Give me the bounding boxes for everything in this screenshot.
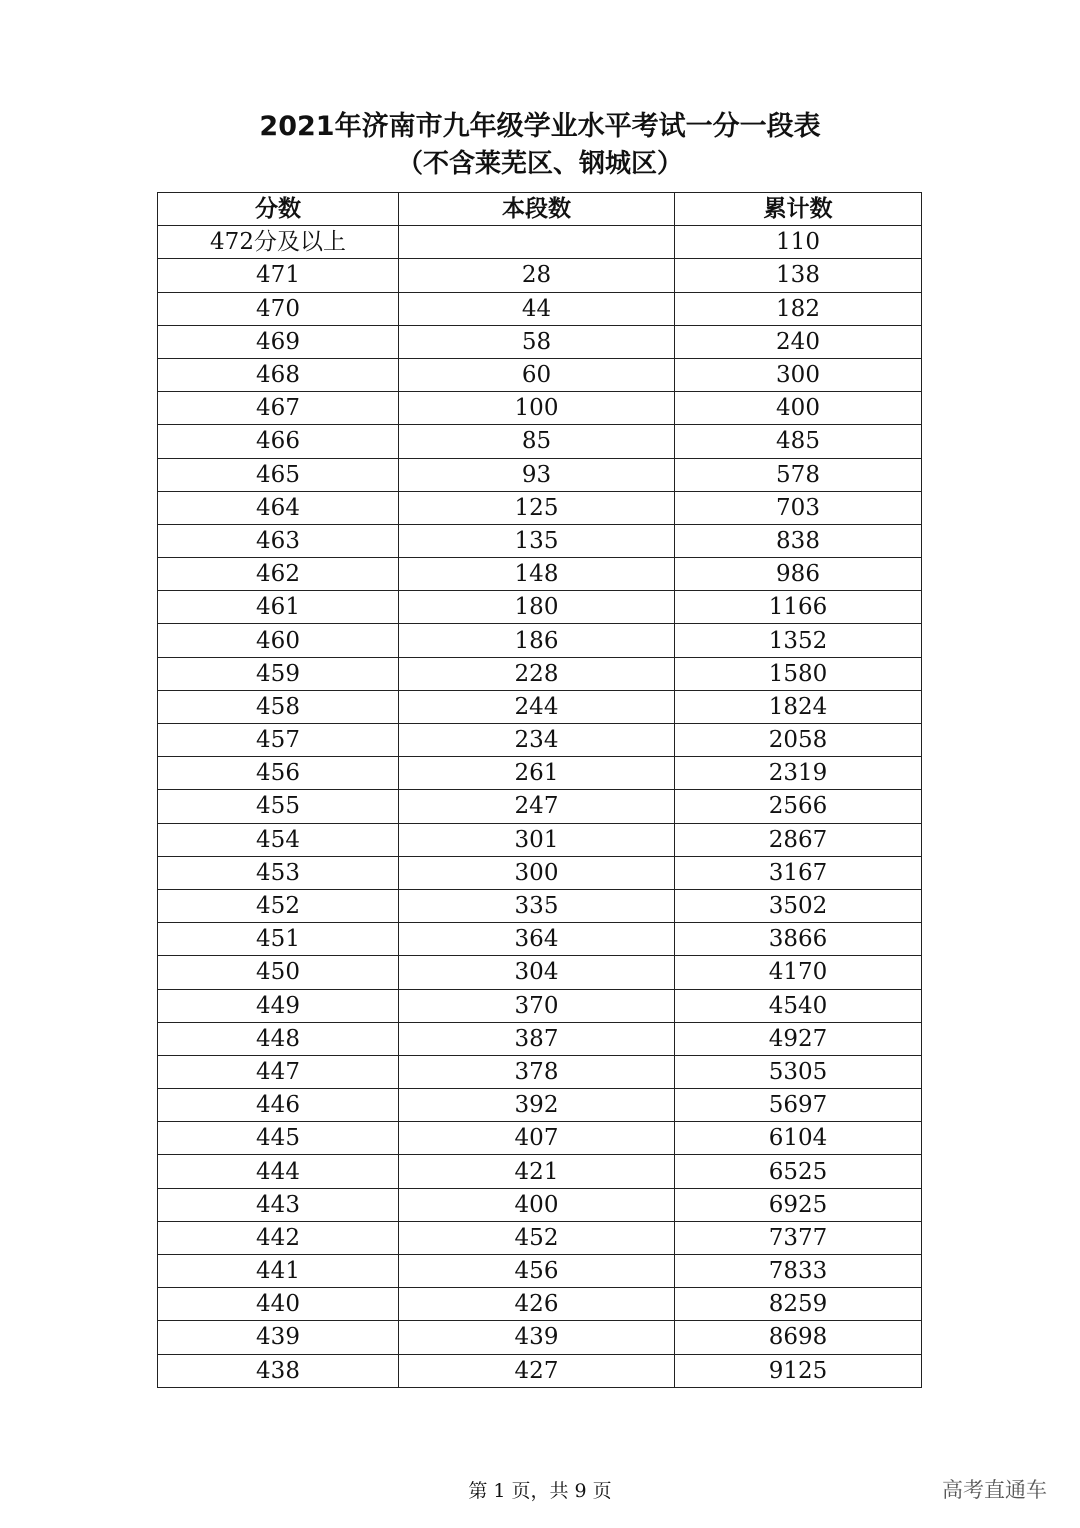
segment-count-cell: 335 — [399, 889, 675, 922]
page-title: 2021年济南市九年级学业水平考试一分一段表 — [259, 111, 821, 142]
score-cell: 466 — [158, 425, 399, 458]
segment-count-cell: 93 — [399, 458, 675, 491]
cumulative-count-cell: 6925 — [675, 1188, 922, 1221]
table-row — [158, 989, 922, 1022]
cumulative-count-cell: 1580 — [675, 657, 922, 690]
table-row — [158, 358, 922, 391]
score-cell: 470 — [158, 292, 399, 325]
score-cell: 446 — [158, 1089, 399, 1122]
score-cell: 468 — [158, 358, 399, 391]
cumulative-count-cell: 2058 — [675, 724, 922, 757]
score-cell: 452 — [158, 889, 399, 922]
score-cell: 455 — [158, 790, 399, 823]
segment-count-cell: 378 — [399, 1055, 675, 1088]
segment-count-cell: 304 — [399, 956, 675, 989]
score-cell: 449 — [158, 989, 399, 1022]
cumulative-count-cell: 5305 — [675, 1055, 922, 1088]
score-cell: 441 — [158, 1255, 399, 1288]
table-row — [158, 1354, 922, 1387]
segment-count-cell — [399, 226, 675, 259]
page-subtitle: （不含莱芜区、钢城区） — [396, 149, 683, 179]
score-cell: 451 — [158, 923, 399, 956]
cumulative-count-cell: 300 — [675, 358, 922, 391]
score-cell: 445 — [158, 1122, 399, 1155]
score-cell: 456 — [158, 757, 399, 790]
segment-count-cell: 261 — [399, 757, 675, 790]
cumulative-count-cell: 4927 — [675, 1022, 922, 1055]
cumulative-count-cell: 1824 — [675, 690, 922, 723]
segment-count-cell: 180 — [399, 591, 675, 624]
score-cell: 450 — [158, 956, 399, 989]
table-row — [158, 1288, 922, 1321]
segment-count-cell: 186 — [399, 624, 675, 657]
segment-count-cell: 456 — [399, 1255, 675, 1288]
segment-count-cell: 28 — [399, 259, 675, 292]
score-cell: 457 — [158, 724, 399, 757]
table-row — [158, 1188, 922, 1221]
table-row — [158, 392, 922, 425]
score-cell: 443 — [158, 1188, 399, 1221]
table-row — [158, 425, 922, 458]
cumulative-count-cell: 703 — [675, 491, 922, 524]
segment-count-cell: 370 — [399, 989, 675, 1022]
score-cell: 465 — [158, 458, 399, 491]
score-cell: 472分及以上 — [158, 226, 399, 259]
table-row — [158, 1122, 922, 1155]
table-row — [158, 657, 922, 690]
score-cell: 462 — [158, 558, 399, 591]
segment-count-cell: 387 — [399, 1022, 675, 1055]
table-row — [158, 1255, 922, 1288]
segment-count-cell: 301 — [399, 823, 675, 856]
table-row — [158, 259, 922, 292]
cumulative-count-cell: 400 — [675, 392, 922, 425]
score-table — [157, 192, 922, 1388]
table-row — [158, 524, 922, 557]
cumulative-count-cell: 9125 — [675, 1354, 922, 1387]
cumulative-count-cell: 578 — [675, 458, 922, 491]
segment-count-cell: 364 — [399, 923, 675, 956]
score-cell: 469 — [158, 325, 399, 358]
table-row — [158, 889, 922, 922]
header-cumulative-count: 累计数 — [675, 193, 922, 226]
segment-count-cell: 234 — [399, 724, 675, 757]
score-cell: 453 — [158, 856, 399, 889]
table-row — [158, 1022, 922, 1055]
table-row — [158, 558, 922, 591]
cumulative-count-cell: 7833 — [675, 1255, 922, 1288]
table-row — [158, 923, 922, 956]
segment-count-cell: 44 — [399, 292, 675, 325]
score-cell: 460 — [158, 624, 399, 657]
cumulative-count-cell: 6104 — [675, 1122, 922, 1155]
table-row — [158, 624, 922, 657]
cumulative-count-cell: 110 — [675, 226, 922, 259]
segment-count-cell: 452 — [399, 1221, 675, 1254]
segment-count-cell: 100 — [399, 392, 675, 425]
segment-count-cell: 400 — [399, 1188, 675, 1221]
score-cell: 461 — [158, 591, 399, 624]
segment-count-cell: 392 — [399, 1089, 675, 1122]
score-cell: 471 — [158, 259, 399, 292]
score-cell: 444 — [158, 1155, 399, 1188]
score-cell: 440 — [158, 1288, 399, 1321]
cumulative-count-cell: 1352 — [675, 624, 922, 657]
score-cell: 447 — [158, 1055, 399, 1088]
score-cell: 458 — [158, 690, 399, 723]
segment-count-cell: 148 — [399, 558, 675, 591]
table-row — [158, 226, 922, 259]
score-cell: 442 — [158, 1221, 399, 1254]
table-row — [158, 1089, 922, 1122]
segment-count-cell: 58 — [399, 325, 675, 358]
table-row — [158, 491, 922, 524]
table-row — [158, 1321, 922, 1354]
table-row — [158, 591, 922, 624]
cumulative-count-cell: 2319 — [675, 757, 922, 790]
segment-count-cell: 426 — [399, 1288, 675, 1321]
segment-count-cell: 421 — [399, 1155, 675, 1188]
cumulative-count-cell: 5697 — [675, 1089, 922, 1122]
table-row — [158, 956, 922, 989]
cumulative-count-cell: 8698 — [675, 1321, 922, 1354]
cumulative-count-cell: 3167 — [675, 856, 922, 889]
table-row — [158, 325, 922, 358]
segment-count-cell: 228 — [399, 657, 675, 690]
segment-count-cell: 439 — [399, 1321, 675, 1354]
cumulative-count-cell: 240 — [675, 325, 922, 358]
table-row — [158, 458, 922, 491]
watermark: 高考直通车 — [942, 1478, 1047, 1502]
table-row — [158, 823, 922, 856]
cumulative-count-cell: 485 — [675, 425, 922, 458]
cumulative-count-cell: 2566 — [675, 790, 922, 823]
score-cell: 463 — [158, 524, 399, 557]
score-cell: 459 — [158, 657, 399, 690]
cumulative-count-cell: 6525 — [675, 1155, 922, 1188]
segment-count-cell: 135 — [399, 524, 675, 557]
cumulative-count-cell: 1166 — [675, 591, 922, 624]
table-row — [158, 757, 922, 790]
table-header-row — [158, 193, 922, 226]
score-cell: 438 — [158, 1354, 399, 1387]
segment-count-cell: 244 — [399, 690, 675, 723]
table-row — [158, 1055, 922, 1088]
header-score: 分数 — [158, 193, 399, 226]
page-number: 第 1 页，共 9 页 — [468, 1480, 612, 1502]
segment-count-cell: 247 — [399, 790, 675, 823]
cumulative-count-cell: 182 — [675, 292, 922, 325]
cumulative-count-cell: 3866 — [675, 923, 922, 956]
score-cell: 454 — [158, 823, 399, 856]
segment-count-cell: 407 — [399, 1122, 675, 1155]
score-cell: 464 — [158, 491, 399, 524]
cumulative-count-cell: 7377 — [675, 1221, 922, 1254]
cumulative-count-cell: 3502 — [675, 889, 922, 922]
table-row — [158, 856, 922, 889]
header-segment-count: 本段数 — [399, 193, 675, 226]
cumulative-count-cell: 838 — [675, 524, 922, 557]
table-row — [158, 790, 922, 823]
segment-count-cell: 60 — [399, 358, 675, 391]
score-cell: 448 — [158, 1022, 399, 1055]
table-row — [158, 1221, 922, 1254]
segment-count-cell: 125 — [399, 491, 675, 524]
cumulative-count-cell: 8259 — [675, 1288, 922, 1321]
cumulative-count-cell: 138 — [675, 259, 922, 292]
segment-count-cell: 427 — [399, 1354, 675, 1387]
score-cell: 439 — [158, 1321, 399, 1354]
segment-count-cell: 85 — [399, 425, 675, 458]
segment-count-cell: 300 — [399, 856, 675, 889]
cumulative-count-cell: 2867 — [675, 823, 922, 856]
table-row — [158, 292, 922, 325]
table-row — [158, 724, 922, 757]
table-row — [158, 1155, 922, 1188]
cumulative-count-cell: 4170 — [675, 956, 922, 989]
table-row — [158, 690, 922, 723]
cumulative-count-cell: 4540 — [675, 989, 922, 1022]
cumulative-count-cell: 986 — [675, 558, 922, 591]
score-cell: 467 — [158, 392, 399, 425]
